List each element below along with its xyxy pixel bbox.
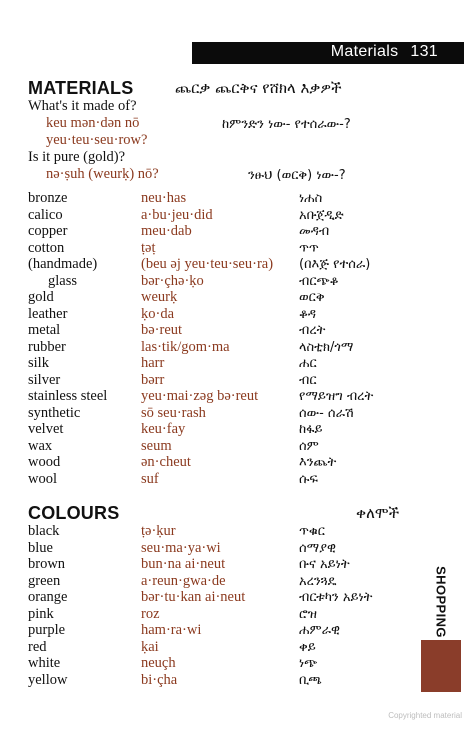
- item-english: cotton: [28, 239, 65, 256]
- item-pronunciation: seum: [141, 437, 172, 454]
- item-english: silver: [28, 371, 61, 388]
- list-item: [0, 556, 474, 573]
- list-item: [0, 207, 474, 224]
- item-english: silk: [28, 355, 49, 371]
- list-item: [0, 322, 474, 339]
- phrase-what-made-of-pron-1: keu mən·dən nō: [46, 115, 140, 131]
- phrase-what-made-of-amharic: ከምንድን ነው- የተሰራው-?: [222, 117, 351, 132]
- item-pronunciation: bun·na ai·neut: [141, 556, 226, 572]
- phrase-is-it-pure-amharic: ንፁህ (ወርቅ) ነው-?: [248, 168, 346, 183]
- item-pronunciation: ṭəṭ: [141, 239, 156, 256]
- item-amharic: ሐር: [299, 356, 317, 371]
- item-amharic: (በእጅ የተሰራ): [299, 257, 371, 272]
- item-english: green: [28, 572, 61, 589]
- item-english: calico: [28, 206, 63, 223]
- side-tab-label: [426, 566, 456, 638]
- list-item: [0, 405, 474, 422]
- item-english: synthetic: [28, 404, 81, 421]
- item-pronunciation: harr: [141, 355, 165, 371]
- item-pronunciation: weurḳ: [141, 289, 178, 305]
- list-item: [0, 655, 474, 672]
- item-english: white: [28, 655, 61, 671]
- item-pronunciation: suf: [141, 470, 159, 487]
- item-pronunciation: sō seu·rash: [141, 404, 206, 421]
- item-pronunciation: ḳo·da: [141, 305, 175, 322]
- page-number: 131: [410, 43, 438, 60]
- phrase-what-made-of: What's it made of?: [28, 98, 137, 114]
- list-item: [0, 223, 474, 240]
- item-amharic: ነጭ: [299, 656, 318, 671]
- list-item: [0, 355, 474, 372]
- item-pronunciation: bərr: [141, 371, 165, 388]
- item-pronunciation: ham·ra·wi: [141, 622, 202, 638]
- phrase-is-it-pure: Is it pure (gold)?: [28, 149, 126, 165]
- running-header-bar: [192, 42, 464, 64]
- list-item: [0, 471, 474, 488]
- item-english: brown: [28, 556, 66, 572]
- item-amharic: ሱፍ: [299, 471, 319, 487]
- side-tab-block: [421, 640, 461, 692]
- list-item: [0, 622, 474, 639]
- list-item: [0, 589, 474, 606]
- item-english: glass: [48, 272, 77, 289]
- item-amharic: አረንጓዴ: [299, 573, 337, 589]
- item-pronunciation: ṭə·ḳur: [141, 523, 176, 539]
- materials-heading-amharic: ጨርቃ ጨርቅና የሸክላ እቃዎች: [175, 79, 342, 97]
- item-pronunciation: ḳai: [141, 638, 159, 655]
- list-item: [0, 421, 474, 438]
- item-amharic: ቢጫ: [299, 672, 322, 688]
- list-item: [0, 289, 474, 306]
- item-amharic: የማይዝግ ብረት: [299, 389, 374, 404]
- item-english: black: [28, 523, 60, 539]
- item-amharic: ከፋይ: [299, 422, 323, 437]
- item-amharic: ሐምራዊ: [299, 623, 340, 638]
- item-amharic: ብር: [299, 372, 317, 388]
- item-amharic: አቡጀዲድ: [299, 207, 344, 223]
- item-amharic: ሮዝ: [299, 606, 317, 622]
- item-amharic: ብረት: [299, 323, 326, 338]
- item-pronunciation: roz: [141, 605, 160, 622]
- item-english: (handmade): [28, 256, 98, 272]
- item-pronunciation: meu·dab: [141, 223, 192, 239]
- list-item: [0, 672, 474, 689]
- item-pronunciation: (beu əj yeu·teu·seu·ra): [141, 256, 274, 272]
- item-pronunciation: bər·tu·kan ai·neut: [141, 589, 246, 605]
- item-english: red: [28, 638, 47, 655]
- item-english: bronze: [28, 190, 68, 206]
- item-english: gold: [28, 289, 54, 305]
- list-item: [0, 256, 474, 273]
- item-amharic: ጥጥ: [299, 240, 319, 256]
- item-pronunciation: a·reun·gwa·de: [141, 572, 226, 589]
- item-amharic: ሰው- ሰራሽ: [299, 405, 354, 421]
- item-amharic: ላስቲክ/ጎማ: [299, 339, 354, 355]
- item-amharic: ቆዳ: [299, 306, 317, 322]
- colours-heading-amharic: ቀለሞች: [356, 504, 400, 522]
- item-amharic: መዳብ: [299, 224, 330, 239]
- item-amharic: ሰም: [299, 438, 319, 454]
- item-english: rubber: [28, 338, 66, 355]
- list-item: [0, 388, 474, 405]
- item-pronunciation: seu·ma·ya·wi: [141, 539, 221, 556]
- item-amharic: ሰማያዊ: [299, 540, 336, 556]
- list-item: [0, 339, 474, 356]
- list-item: [0, 639, 474, 656]
- item-pronunciation: ən·cheut: [141, 454, 191, 470]
- item-english: orange: [28, 589, 68, 605]
- item-amharic: ቀይ: [299, 639, 316, 655]
- list-item: [0, 273, 474, 290]
- side-tab-text: SHOPPING: [433, 566, 449, 638]
- item-english: velvet: [28, 421, 64, 437]
- list-item: [0, 240, 474, 257]
- item-amharic: ቡና አይነት: [299, 557, 350, 572]
- list-item: [0, 372, 474, 389]
- item-pronunciation: neuçh: [141, 655, 176, 671]
- item-pronunciation: bə·reut: [141, 322, 183, 338]
- item-english: pink: [28, 605, 54, 622]
- list-item: [0, 523, 474, 540]
- list-item: [0, 190, 474, 207]
- item-english: wool: [28, 470, 57, 487]
- item-english: wood: [28, 454, 61, 470]
- list-item: [0, 438, 474, 455]
- item-pronunciation: bər·çhə·ḳo: [141, 272, 204, 289]
- materials-heading: MATERIALS: [28, 78, 134, 98]
- phrase-is-it-pure-pron: nə·ṣuh (weurḳ) nō?: [46, 166, 159, 182]
- item-english: leather: [28, 305, 68, 322]
- copyright-watermark: Copyrighted material: [388, 711, 462, 720]
- item-amharic: ነሐስ: [299, 191, 323, 206]
- item-pronunciation: a·bu·jeu·did: [141, 206, 213, 223]
- item-english: blue: [28, 539, 53, 556]
- item-pronunciation: yeu·mai·zəg bə·reut: [141, 388, 259, 404]
- item-amharic: ወርቅ: [299, 290, 325, 305]
- list-item: [0, 306, 474, 323]
- item-english: purple: [28, 622, 66, 638]
- list-item: [0, 606, 474, 623]
- item-pronunciation: las·tik/gom·ma: [141, 338, 230, 355]
- item-english: metal: [28, 322, 61, 338]
- item-pronunciation: neu·has: [141, 190, 187, 206]
- item-amharic: ብርጭቆ: [299, 273, 339, 289]
- list-item: [0, 540, 474, 557]
- item-english: yellow: [28, 671, 68, 688]
- list-item: [0, 454, 474, 471]
- item-pronunciation: keu·fay: [141, 421, 186, 437]
- colours-heading: COLOURS: [28, 503, 120, 523]
- item-english: stainless steel: [28, 388, 108, 404]
- item-english: wax: [28, 437, 53, 454]
- item-amharic: ጥቁር: [299, 524, 325, 539]
- item-english: copper: [28, 223, 68, 239]
- item-amharic: እንጨት: [299, 455, 337, 470]
- running-header: [331, 43, 438, 61]
- phrase-what-made-of-pron-2: yeu·teu·seu·row?: [46, 132, 148, 148]
- running-header-title: Materials: [330, 43, 399, 60]
- item-pronunciation: bi·çha: [141, 671, 178, 688]
- list-item: [0, 573, 474, 590]
- item-amharic: ብርቱካን አይነት: [299, 590, 373, 605]
